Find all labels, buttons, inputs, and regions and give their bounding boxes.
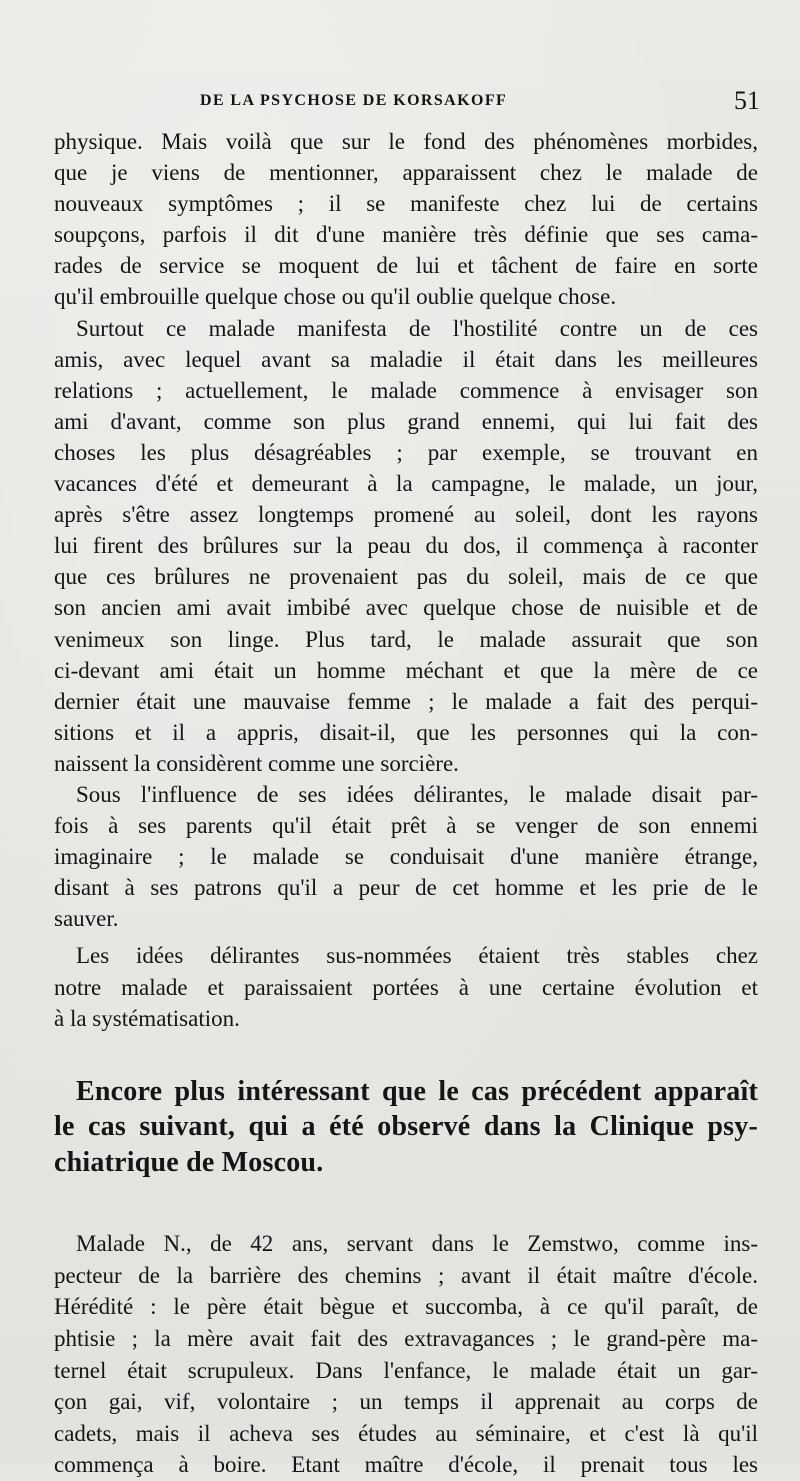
text-line: dernier était une mauvaise femme ; le malade a fait des perqui-	[54, 688, 758, 714]
text-line: commença à boire. Etant maître d'école, il prenait tous les	[54, 1452, 758, 1478]
text-line: lui firent des brûlures sur la peau du dos, il commença à raconter	[54, 533, 758, 559]
heading-line: le cas suivant, qui a été observé dans la Clinique psy-	[54, 1111, 758, 1143]
text-line: physique. Mais voilà que sur le fond des phénomènes morbides,	[54, 129, 758, 154]
section-spacer	[54, 1034, 758, 1074]
text-line: naissent la considèrent comme une sorcière.	[54, 750, 459, 776]
running-title: DE LA PSYCHOSE DE KORSAKOFF	[200, 92, 508, 109]
section-spacer	[54, 1180, 758, 1228]
heading-line: chiatrique de Moscou.	[54, 1146, 324, 1178]
text-line: amis, avec lequel avant sa maladie il était dans les meilleures	[54, 346, 758, 372]
paragraph-3	[54, 779, 758, 934]
text-line: son ancien ami avait imbibé avec quelque chose de nuisible et de	[54, 595, 758, 621]
paragraph-1	[54, 126, 758, 313]
case-paragraph	[54, 1228, 758, 1481]
text-line: après s'être assez longtemps promené au soleil, dont les rayons	[54, 502, 758, 528]
text-line: nouveaux symptômes ; il se manifeste chez lui de certains	[54, 191, 758, 217]
text-line: Malade N., de 42 ans, servant dans le Zemstwo, comme ins-	[76, 1231, 758, 1257]
body-text	[54, 126, 758, 1481]
text-line: Sous l'influence de ses idées délirantes, le malade disait par-	[76, 781, 758, 807]
text-line: ci-devant ami était un homme méchant et que la mère de ce	[54, 657, 758, 683]
text-line: Surtout ce malade manifesta de l'hostilité contre un de ces	[76, 315, 758, 341]
text-line: que ces brûlures ne provenaient pas du soleil, mais de ce que	[54, 564, 758, 590]
heading-line: Encore plus intéressant que le cas précédent apparaît	[76, 1075, 758, 1107]
text-line: fois à ses parents qu'il était prêt à se venger de son ennemi	[54, 813, 758, 839]
text-line: relations ; actuellement, le malade commence à envisager son	[54, 377, 758, 403]
text-line: ternel était scrupuleux. Dans l'enfance, le malade était un gar-	[54, 1357, 758, 1383]
text-line: rades de service se moquent de lui et tâchent de faire en sorte	[54, 253, 758, 279]
text-line: qu'il embrouille quelque chose ou qu'il oublie quelque chose.	[54, 284, 617, 310]
text-line: phtisie ; la mère avait fait des extravagances ; le grand-père ma-	[54, 1326, 758, 1351]
text-line: imaginaire ; le malade se conduisait d'une manière étrange,	[54, 844, 758, 870]
text-line: à la systématisation.	[54, 1005, 240, 1031]
text-line: choses les plus désagréables ; par exemple, se trouvant en	[54, 439, 758, 465]
text-line: sitions et il a appris, disait-il, que les personnes qui la con-	[54, 719, 758, 745]
text-line: pecteur de la barrière des chemins ; avant il était maître d'école.	[54, 1262, 758, 1288]
paragraph-4	[54, 940, 758, 1033]
page-number: 51	[734, 86, 760, 115]
text-line: ami d'avant, comme son plus grand ennemi, qui lui fait des	[54, 408, 758, 434]
text-line: soupçons, parfois il dit d'une manière très définie que ses cama-	[54, 222, 758, 248]
text-line: que je viens de mentionner, apparaissent chez le malade de	[54, 160, 758, 186]
page-header	[200, 86, 760, 126]
text-line: disant à ses patrons qu'il a peur de cet homme et les prie de le	[54, 875, 758, 901]
text-line: Hérédité : le père était bègue et succomba, à ce qu'il paraît, de	[54, 1294, 758, 1320]
text-line: çon gai, vif, volontaire ; un temps il apprenait au corps de	[54, 1389, 758, 1415]
text-line: sauver.	[54, 906, 119, 932]
text-line: notre malade et paraissaient portées à une certaine évolution et	[54, 974, 758, 1000]
text-line: cadets, mais il acheva ses études au séminaire, et c'est là qu'il	[54, 1420, 758, 1446]
section-heading	[54, 1074, 758, 1181]
paragraph-2	[54, 313, 758, 779]
text-line: vacances d'été et demeurant à la campagne, le malade, un jour,	[54, 471, 758, 497]
text-line: Les idées délirantes sus-nommées étaient très stables chez	[76, 943, 758, 969]
text-line: venimeux son linge. Plus tard, le malade assurait que son	[54, 626, 758, 652]
